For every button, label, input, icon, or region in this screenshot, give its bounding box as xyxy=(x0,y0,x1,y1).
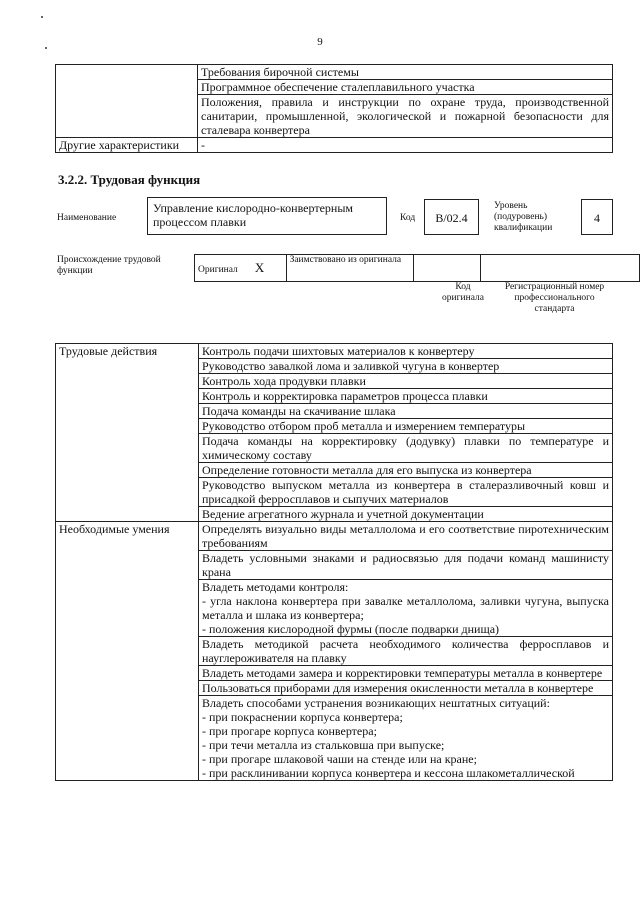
function-code-box: B/02.4 xyxy=(424,199,479,235)
section-title: 3.2.2. Трудовая функция xyxy=(58,172,201,187)
labor-function-table xyxy=(55,343,613,781)
skill-line: - при течи металла из стальковша при выпуске; xyxy=(202,738,445,752)
code-label: Код xyxy=(400,213,416,223)
skill-line: Пользоваться приборами для измерения окисленности металла в конвертере xyxy=(202,681,594,695)
skill-line: - положения кислородной фурмы (после подварки днища) xyxy=(202,622,500,636)
origin-label: Происхождение трудовой функции xyxy=(57,255,161,276)
qualification-level-box: 4 xyxy=(581,199,613,235)
table-row xyxy=(199,666,613,681)
table-row: Определение готовности металла для его выпуска из конвертера xyxy=(199,463,613,478)
table-row xyxy=(199,522,613,551)
skill-line: Владеть методами замера и корректировки температуры металла в конвертере xyxy=(202,666,603,680)
table-row: Руководство отбором проб металла и измерением температуры xyxy=(199,419,613,434)
table-row: Ведение агрегатного журнала и учетной документации xyxy=(199,507,613,522)
skill-line: Владеть условными знаками и радиосвязью для подачи команд машинисту крана xyxy=(202,551,609,579)
qualification-level-label: Уровень (подуровень) квалификации xyxy=(494,201,553,233)
original-cell xyxy=(195,255,287,282)
table-row: Контроль подачи шихтовых материалов к конвертеру xyxy=(199,344,613,359)
skills-label: Необходимые умения xyxy=(56,522,199,781)
skill-line: Определять визуально виды металлолома и его соответствие пиротехническим требованиям xyxy=(202,522,609,550)
other-characteristics-value: - xyxy=(198,138,613,153)
table-row: Программное обеспечение сталеплавильного участка xyxy=(198,80,613,95)
table-row: Руководство выпуском металла из конвертера в сталеразливочный ковш и присадкой ферросплавов и сыпучих материалов xyxy=(199,478,613,507)
table-row xyxy=(199,681,613,696)
reg-number-label: Регистрационный номер профессионального стандарта xyxy=(504,282,605,314)
table-row xyxy=(199,696,613,781)
origin-table xyxy=(194,254,640,282)
knowledge-table-continued xyxy=(55,64,613,153)
skill-line: - угла наклона конвертера при завалке металлолома, заливки чугуна, выпуска металла и шлака из конвертера; xyxy=(202,594,609,622)
table-row xyxy=(199,637,613,666)
table-row xyxy=(199,580,613,637)
skill-line: - при прогаре шлаковой чаши на стенде или на кране; xyxy=(202,752,477,766)
skill-line: Владеть методами контроля: xyxy=(202,580,349,594)
function-name-box: Управление кислородно-конвертерным процессом плавки xyxy=(147,197,387,235)
skill-line: - при расклинивании корпуса конвертера и кессона шлакометаллической xyxy=(202,766,575,780)
reg-number-cell xyxy=(481,255,640,282)
table-row: Контроль и корректировка параметров процесса плавки xyxy=(199,389,613,404)
original-mark: X xyxy=(254,259,265,275)
table-row: Требования бирочной системы xyxy=(198,65,613,80)
labor-actions-label: Трудовые действия xyxy=(56,344,199,522)
scan-speck xyxy=(41,16,43,18)
table-row: Положения, правила и инструкции по охране труда, производственной санитарии, промышленной, экологической и пожарной безопасности для сталевара конвертера xyxy=(198,95,613,138)
empty-label-cell xyxy=(56,65,198,138)
skill-line: Владеть способами устранения возникающих нештатных ситуаций: xyxy=(202,696,550,710)
skill-line: - при покраснении корпуса конвертера; xyxy=(202,710,403,724)
table-row: Контроль хода продувки плавки xyxy=(199,374,613,389)
borrowed-label: Заимствовано из оригинала xyxy=(286,255,413,282)
name-label: Наименование xyxy=(57,213,117,223)
table-row: Подача команды на скачивание шлака xyxy=(199,404,613,419)
page-number: 9 xyxy=(317,36,323,48)
table-row: Подача команды на корректировку (додувку) плавки по температуре и химическому составу xyxy=(199,434,613,463)
original-label: Оригинал xyxy=(198,264,238,275)
skill-line: Владеть методикой расчета необходимого количества ферросплавов и науглероживателя на плавку xyxy=(202,637,609,665)
other-characteristics-label: Другие характеристики xyxy=(56,138,198,153)
table-row xyxy=(199,551,613,580)
skill-line: - при прогаре корпуса конвертера; xyxy=(202,724,377,738)
table-row: Руководство завалкой лома и заливкой чугуна в конвертер xyxy=(199,359,613,374)
code-original-cell xyxy=(413,255,481,282)
code-original-label: Код оригинала xyxy=(442,282,484,303)
